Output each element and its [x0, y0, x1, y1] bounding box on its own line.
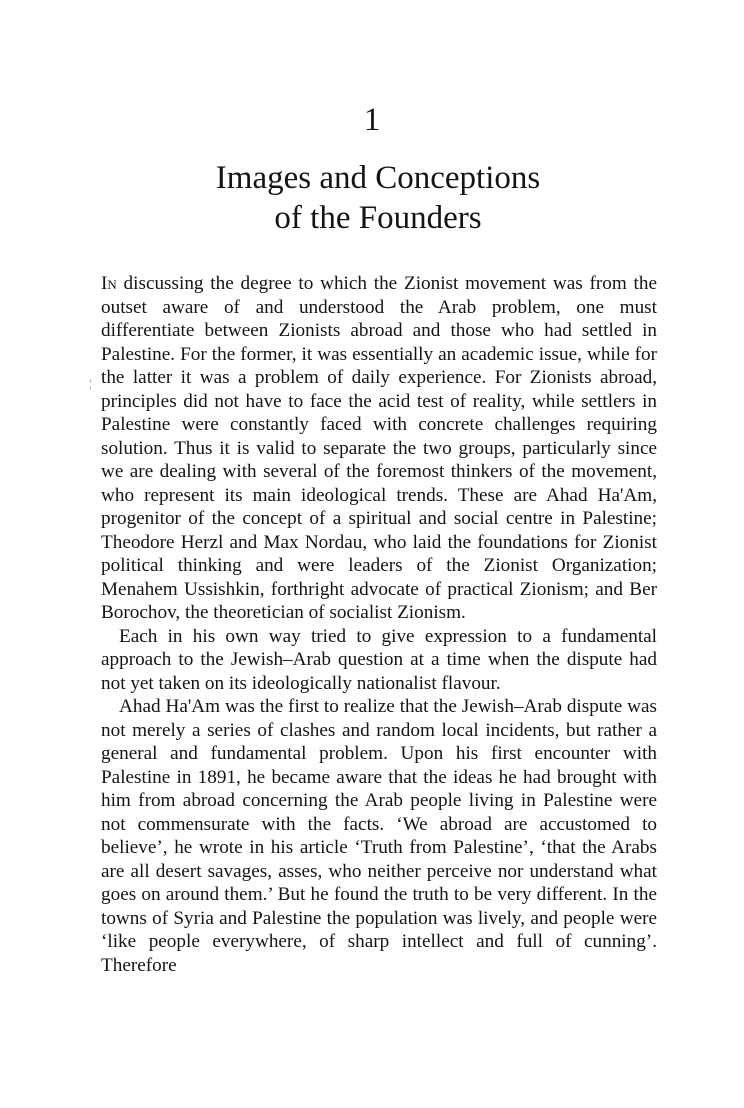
chapter-title-line-1: Images and Conceptions — [215, 160, 541, 196]
paragraph-1-text: discussing the degree to which the Zionist movement was from the outset aware of and understood the Arab problem, one must differentiate between Zionists abroad and those who had settled in Palestine. For the former, it was essentially an academic issue, while for the latter it was a problem of daily experience. For Zionists abroad, principles did not have to face the acid test of reality, while settlers in Palestine were constantly faced with concrete challenges requiring solution. Thus it is valid to separate the two groups, particularly since we are dealing with several of the foremost thinkers of the movement, who represent its main ideological trends. These are Ahad Ha'Am, progenitor of the concept of a spiritual and social centre in Palestine; Theodore Herzl and Max Nordau, who laid the foundations for Zionist political thinking and were leaders of the Zionist Organization; Menahem Ussishkin, forthright advocate of practical Zionism; and Ber Borochov, the theoretician of socialist Zionism. — [101, 273, 657, 623]
paragraph-1 — [101, 272, 657, 625]
chapter-number: 1 — [363, 102, 381, 138]
margin-mark: ¦ — [89, 376, 92, 390]
body-text — [101, 272, 657, 977]
paragraph-2: Each in his own way tried to give expression to a fundamental approach to the Jewish–Arab question at a time when the dispute had not yet taken on its ideologically nationalist flavour. — [101, 625, 657, 694]
opening-smallcaps: In — [101, 273, 117, 294]
paragraph-3: Ahad Ha'Am was the first to realize that the Jewish–Arab dispute was not merely a series of clashes and random local incidents, but rather a general and fundamental problem. Upon his first encounter with Palestine in 1891, he became aware that the ideas he had brought with him from abroad concerning the Arab people living in Palestine were not commensurate with the facts. ‘We abroad are accustomed to believe’, he wrote in his article ‘Truth from Palestine’, ‘that the Arabs are all desert savages, asses, who neither perceive nor understand what goes on around them.’ But he found the truth to be very different. In the towns of Syria and Palestine the population was lively, and people were ‘like people everywhere, of sharp intellect and full of cunning’. Therefore — [101, 696, 657, 976]
chapter-title-line-2: of the Founders — [274, 200, 482, 236]
chapter-title — [0, 158, 744, 238]
